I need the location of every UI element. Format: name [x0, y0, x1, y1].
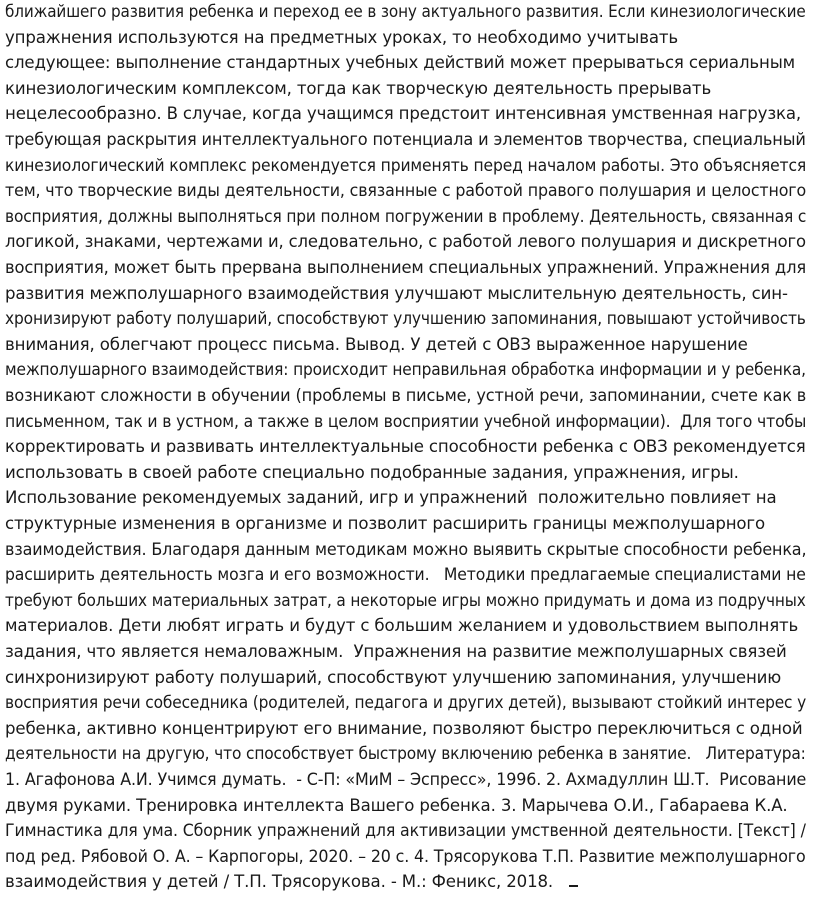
text-line: требуют больших материальных затрат, а некоторые игры можно придумать и дома из подручных [5, 590, 806, 610]
text-line: взаимодействия у детей / Т.П. Трясорукова. - М.: Феникс, 2018. [5, 869, 578, 895]
text-line: 1. Агафонова А.И. Учимся думать. - С-П: «МиМ – Эспресс», 1996. 2. Ахмадуллин Ш.Т. Рисование [5, 770, 807, 789]
text-line: корректировать и развивать интеллектуальные способности ребенка с ОВЗ рекомендуется [5, 437, 806, 457]
text-line: кинезиологическим комплексом, тогда как творческую деятельность прерывать [5, 78, 712, 98]
text-line: материалов. Дети любят играть и будут с большим желанием и удовольствием выполнять [5, 616, 799, 636]
text-line: нецелесообразно. В случае, когда учащимся предстоит интенсивная умственная нагрузка, [5, 104, 802, 124]
text-line: восприятия, должны выполняться при полном погружении в проблему. Деятельность, связанная с [5, 206, 807, 226]
text-line: межполушарного взаимодействия: происходит неправильная обработка информации и у ребенка, [5, 360, 806, 380]
text-line: Гимнастика для ума. Сборник упражнений для активизации умственной деятельности. [Текст] / [5, 821, 806, 841]
text-line: восприятия, может быть прервана выполнением специальных упражнений. Упражнения для [5, 258, 807, 277]
text-line: ребенка, активно концентрируют его внимание, позволяют быстро переключиться с одной [5, 718, 803, 738]
text-line: письменном, так и в устном, а также в целом восприятии учебной информации). Для того чтобы [5, 411, 807, 431]
text-line: Использование рекомендуемых заданий, игр и упражнений положительно повлияет на [5, 488, 777, 508]
text-cursor [569, 885, 578, 887]
text-line: упражнения используются на предметных уроках, то необходимо учитывать [5, 27, 679, 47]
text-line: кинезиологический комплекс рекомендуется применять перед началом работы. Это объясняется [5, 155, 807, 175]
text-line: двумя руками. Тренировка интеллекта Вашего ребенка. 3. Марычева О.И., Габараева К.А. [5, 795, 788, 815]
text-line: под ред. Рябовой О. А. – Карпогоры, 2020. – 20 с. 4. Трясорукова Т.П. Развитие межполушарного [5, 846, 806, 866]
text-line: внимания, облегчают процесс письма. Вывод. У детей с ОВЗ выраженное нарушение [5, 334, 748, 354]
text-line: ближайшего развития ребенка и переход ее в зону актуального развития. Если кинезиологические [5, 2, 806, 21]
text-line: возникают сложности в обучении (проблемы в письме, устной речи, запоминании, счете как в [5, 386, 807, 405]
text-line: взаимодействия. Благодаря данным методикам можно выявить скрытые способности ребенка, [5, 539, 807, 559]
text-line: требующая раскрытия интеллектуального потенциала и элементов творчества, специальный [5, 130, 806, 149]
text-line: использовать в своей работе специально подобранные задания, упражнения, игры. [5, 462, 739, 482]
text-line: тем, что творческие виды деятельности, связанные с работой правого полушария и целостного [5, 181, 807, 201]
text-line: задания, что является немаловажным. Упражнения на развитие межполушарных связей [5, 642, 787, 661]
text-line: синхронизируют работу полушарий, способствуют улучшению запоминания, улучшению [5, 667, 782, 687]
text-line: развития межполушарного взаимодействия улучшают мыслительную деятельность, син- [5, 283, 788, 303]
text-line: структурные изменения в организме и позволит расширить границы межполушарного [5, 514, 766, 533]
text-line: следующее: выполнение стандартных учебных действий может прерываться сериальным [5, 53, 796, 73]
text-line: деятельности на другую, что способствует быстрому включению ребенка в занятие. Литература: [5, 744, 806, 764]
text-line: логикой, знаками, чертежами и, следовательно, с работой левого полушария и дискретного [5, 232, 806, 252]
text-line: расширить деятельность мозга и его возможности. Методики предлагаемые специалистами не [5, 565, 806, 585]
text-line: восприятия речи собеседника (родителей, педагога и других детей), вызывают стойкий интерес у [5, 693, 807, 713]
text-line: хронизируют работу полушарий, способствуют улучшению запоминания, повышают устойчивость [5, 309, 806, 329]
